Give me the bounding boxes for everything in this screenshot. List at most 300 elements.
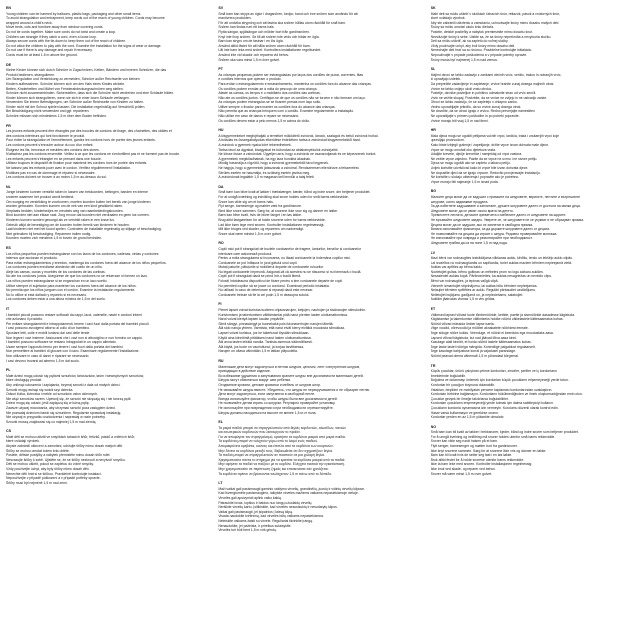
warning-text-line: snoeren waarmee het product wordt bediend.	[6, 194, 75, 199]
warning-text-line: Små barn kan bli kvalt av løkker i trekksnorer, kjeder, bånd og indre snorer som betjener produktet.	[430, 430, 579, 435]
warning-text-line: Nenechte děti hrát si se šňůrou. Pravidelně kontrolujte instalaci.	[6, 471, 102, 476]
warning-text-line: Børn kan blive kvalt, hvis de bliver fanget i en løs løkke.	[218, 213, 302, 218]
warning-text-line: Auklām jāatrodas vismaz 1,5 m virs grīdas.	[430, 297, 496, 302]
language-code: TR	[430, 363, 436, 368]
warning-text-line: Отодвиньте кровати, детские кроватки и мебель от шнуров штор.	[218, 382, 322, 387]
warning-text-line: Ne kösse össze a zsinórokat. Ügyeljen arra, hogy a zsinórok ne csavarodjanak és ne képezzenek hurkot.	[218, 152, 377, 157]
warning-text-line: Os cordões devem estar a pelo menos 1,5 m acima do chão.	[218, 118, 310, 123]
warning-text-line: Šňůry se mohou omotat kolem krku dítěte.	[6, 448, 70, 453]
warning-text-line: Odsuń łóżka, łóżeczka i meble od sznurków osłon okiennych.	[6, 392, 98, 397]
warning-text-line: Postele, detské postieľky a nábytok premiestnite mimo dosahu šnúr.	[430, 29, 533, 34]
warning-text-line: Malé děti se mohou uškrtit ve smyčkách tahacích šňůr, řetízků, pásků a vnitřních šňůr,	[6, 434, 136, 439]
warning-text-line: Verplaats bedden, kinderbedjes en meubels weg van raambekledingskoorden.	[6, 208, 124, 213]
language-code: NL	[6, 184, 11, 189]
warning-text-line: Neļaujiet bērniem spēlēties ar auklu. Regulāri pārbaudiet uzstādījumu.	[430, 288, 537, 293]
language-code: DE	[6, 62, 11, 67]
language-code: SK	[430, 6, 436, 10]
warning-text-line: Viige voodid, võrevoodid ja mööbel aknakatete nööridest eemale.	[430, 326, 529, 331]
warning-text-line: Majhni otroci se lahko zadavijo z zankami vlečnih vrvic, verižic, trakov in notranjih vrvic,	[430, 72, 562, 77]
warning-text-line: Pentru a evita strangularea și încurcarea, nu lăsați cordoanele la îndemâna copiilor mici.	[218, 256, 351, 261]
warning-text-line: Ikke knyt snorene sammen. Sørg for at snorene ikke vris og danner en løkke.	[430, 448, 547, 453]
warning-text-line: Шнуровете трябва да са на поне 1,5 m над пода.	[430, 240, 508, 245]
warning-text-line: Ne dopustite djeci da se igraju vrpcom. Redovito provjeravajte instalaciju.	[430, 170, 541, 175]
warning-text-line: Τα κορδόνια μπορεί να τυλιχτούν γύρω από το λαιμό ενός παιδιού.	[218, 439, 318, 444]
language-section	[431, 425, 634, 477]
warning-text-line: Aby ste zabránili uškrteniu a zamotaniu, uchovávajte šnúry mimo dosahu malých detí.	[430, 20, 560, 25]
warning-text-line: A fulladás és összegabalyodás elkerülése érdekében tartsa a zsinórokat kisgyermekektől távol.	[218, 138, 362, 143]
warning-text-line: Brug altid fastgørelsen for at holde snorene uden for børns rækkevidde.	[218, 217, 326, 222]
warning-text-line: Låt inte barn leka med snöret. Kontrollera installationen regelbundet.	[218, 48, 322, 53]
warning-text-line: Copiii mici pot fi strangulați de buclele cordoanelor de tragere, lanțurilor, benzilor și cordoanelor	[218, 246, 361, 251]
warning-text-line: e cordões internos que operam o produto.	[218, 77, 282, 82]
warning-text-line: che azionano il prodotto.	[6, 317, 43, 322]
warning-text-line: N'utilisez pas en cas de dommage et réparez si nécessaire.	[6, 170, 96, 175]
warning-text-line: I bambini possono soffocare se restano intrappolati in un cappio allentato.	[6, 340, 117, 345]
warning-text-line: Çocuklar gevşek bir ilmeğe takılırlarsa boğulabilirler.	[430, 396, 509, 401]
warning-text-line: Utilice siempre el sujetador para mantener los cordones fuera del alcance de los niños.	[6, 283, 137, 288]
warning-text-line: Koorden moeten zich minstens 1,5 m boven de grond bevinden.	[6, 236, 103, 241]
warning-text-line: Auklas var aptīties ap bērna kaklu.	[430, 265, 483, 270]
language-section	[431, 128, 634, 184]
warning-text-line: шнурове, които задвижват продукта.	[430, 199, 489, 204]
warning-text-line: Μην αφήνετε τα παιδιά να παίζουν με το κορδόνι. Ελέγχετε τακτικά την εγκατάσταση.	[218, 462, 345, 467]
language-code: PT	[218, 67, 223, 72]
warning-text-line: Kuristumisen ja takertumisen välttämiseksi pidä narut pienten lasten ulottumattomissa.	[218, 312, 348, 317]
language-section	[218, 420, 421, 476]
warning-text-line: Do not allow the children to play with the cord. Examine the installation for the signs of wear or damage.	[6, 43, 162, 48]
language-section	[218, 481, 421, 533]
language-section	[431, 251, 634, 303]
warning-text-line: Använd alltid fästet för att hålla snören utom räckhåll för barn.	[218, 43, 311, 48]
warning-text-line: Lapsed võivad kägistuda, kui nad jäävad lõtva aasa kinni.	[430, 335, 517, 340]
language-section	[218, 185, 421, 237]
warning-text-line: To avoid strangulation and entrapment, keep cords out of the reach of young children. Cords may become	[6, 16, 165, 21]
warning-text-line: Não utilize em caso de danos e repare se necessário.	[218, 114, 300, 119]
warning-text-line: Los niños pueden estrangularse si se enganchan en un lazo suelto.	[6, 279, 108, 284]
warning-text-line: Må ikke bruges ved skader, og repareres om nødvendigt.	[218, 227, 305, 232]
warning-text-line: Para evitar estrangulamientos y enredos, mantenga los cordones fuera del alcance de los niños pequeños.	[6, 260, 167, 265]
warning-text-line: Šnúry musia byť najmenej 1,5 m nad zemou.	[430, 57, 499, 62]
warning-text-line: Malé deti sa môžu uškrtiť v slučkách ťahacích šnúr, retiazok, pások a vnútorných šnúr,	[430, 11, 561, 16]
language-section	[218, 359, 421, 415]
warning-text-line: Шнуры должны находиться на высоте не менее 1,5 м от пола.	[218, 410, 317, 415]
warning-text-line: interioare care acționează produsul.	[218, 251, 273, 256]
warning-text-line: приводящих в действие изделие.	[218, 369, 271, 374]
warning-text-line: Çocukların kordonla oynamasına izin vermeyin. Kurulumu düzenli olarak kontrol edin.	[430, 405, 559, 410]
warning-text-line: Не позволяйте детям играть со шнуром. Регулярно проверяйте установку.	[218, 401, 336, 406]
language-code: PL	[6, 368, 11, 373]
language-code: HR	[430, 128, 436, 133]
warning-text-line: Απομακρύνετε κρεβάτια, κούνιες και έπιπλα από τα κορδόνια των κουρτινών.	[218, 444, 334, 449]
warning-text-line: Om wurging en verstrikking te voorkomen, moeten koorden buiten het bereik van jonge kinderen	[6, 199, 151, 204]
language-code: ES	[6, 245, 11, 250]
warning-text-line: Vždy používejte úchyt, aby byly šňůry mimo dosah dětí.	[6, 467, 90, 472]
warning-text-line: Utilize sempre o fixador para manter os cordões fora do alcance das crianças.	[218, 104, 336, 109]
warning-text-line: Kako biste izbjegli gušenje i zapetljanje, držite vrpce izvan dohvata male djece.	[430, 143, 550, 148]
warning-text-line: As crianças pequenas podem ser estranguladas por laços dos cordões de puxar, correntes, fitas	[218, 72, 364, 77]
warning-text-line: Zawsze używaj mocowania, aby utrzymać sznurki poza zasięgiem dzieci.	[6, 405, 116, 410]
warning-text-line: A kisgyermekeket megfojthatják a terméket működtető zsinórok, láncok, szalagok és belső zsinórok hurkai.	[218, 133, 379, 138]
warning-text-line: Kägistamise ja takerdumise vältimiseks hoidke nöörid väikelastele kättesaamatus kohas.	[430, 317, 564, 322]
warning-text-line: Neriškite virvelių kartu. Įsitikinkite, kad virvelės nesusisuktų ir nesudarytų kilpos.	[218, 505, 338, 510]
text-column	[431, 6, 634, 634]
warning-text-line: Bind ikke snore sammen. Sørg for, at snorene ikke snor sig og danner en løkke.	[218, 208, 338, 213]
warning-text-line: Vedno uporabljajte pritrdilo, da so vrvice zunaj dosega otrok.	[430, 104, 522, 109]
warning-text-line: Vrvice se lahko ovijejo okoli vratu otroka.	[430, 86, 492, 91]
warning-text-line: Kordonlar yerden en az 1,5 m yüksekte olmalıdır.	[430, 415, 505, 420]
warning-text-line: Не позволявайте на децата да играят с шнура. Редовно проверявайте монтажа.	[430, 231, 558, 236]
warning-text-line: Knyt inte ihop snören. Se till att snören inte vrids och bildar en ögla.	[218, 34, 320, 39]
warning-text-line: Не използвайте при повреда и ремонтирайте при необходимост.	[430, 236, 533, 241]
warning-text-line: Nepoužívejte v případě poškození a v případě potřeby opravte.	[6, 476, 101, 481]
warning-text-line: Siirrä sängyt, pinnasängyt ja huonekalut pois ikkunaverhojen narujen läheltä.	[218, 321, 334, 326]
warning-text-line: Ärge siduge nööre kokku. Veenduge, et nöörid ei keerduks ega moodustaks aasa.	[430, 331, 554, 335]
warning-text-line: Non utilizzare in caso di danni e riparare se necessario.	[6, 353, 90, 358]
warning-text-line: Do not tie cords together. Make sure cords do not twist and create a loop.	[6, 29, 117, 34]
warning-text-line: Μην χρησιμοποιείτε σε περίπτωση ζημιάς και επισκευάστε εάν χρειάζεται.	[218, 467, 329, 472]
warning-text-line: Les cordons peuvent s'enrouler autour du cou d'un enfant.	[6, 143, 94, 148]
text-column	[6, 6, 209, 634]
warning-text-line: Maži vaikai gali pasismaugti gaminio valdymo virvelių, grandinėlių, juostų ir vidinių virvelių kilpose.	[218, 486, 365, 491]
warning-text-line: Verwenden Sie immer Befestigungen, um Schnüre außer Reichweite von Kindern zu halten.	[6, 100, 144, 105]
warning-text-line: Χρησιμοποιείτε πάντα το στήριγμα για να κρατάτε τα κορδόνια μακριά από τα παιδιά.	[218, 457, 346, 462]
warning-text-line: Spostare letti, culle e mobili lontano dai cavi delle tende.	[6, 331, 91, 335]
warning-text-line: Kordonları birbirine bağlamayın. Kordonların bükülmediğinden ve ilmek oluşturmadığından emin olun.	[430, 392, 583, 397]
warning-text-line: manövrera produkten.	[218, 16, 252, 21]
warning-text-line: Narujen on oltava vähintään 1,5 m lattian yläpuolella.	[218, 349, 298, 354]
warning-text-line: Για να αποφύγετε τον στραγγαλισμό, κρατήστε τα κορδόνια μακριά από μικρά παιδιά.	[218, 434, 346, 439]
language-section	[218, 302, 421, 354]
warning-text-line: Kinderen kunnen worden gewurgd als ze verstrikt raken in een losse lus.	[6, 217, 115, 222]
language-code: HU	[218, 128, 224, 133]
language-section	[6, 429, 209, 485]
warning-text-line: Dzieci mogą się udusić, jeśli zaplączą się w luźną pętlę.	[6, 401, 90, 406]
warning-text-line: Τα κορδόνια πρέπει να βρίσκονται τουλάχιστον 1,5 m πάνω από το δάπεδο.	[218, 471, 333, 476]
warning-text-line: Non permettere ai bambini di giocare con il cavo. Esaminare regolarmente l'installazione.	[6, 349, 140, 354]
warning-text-line: Kinder nicht mit der Schnur spielen lassen. Die Installation regelmäßig auf Verschleiß prüfen.	[6, 104, 146, 109]
warning-text-line: Move beds, cots and furniture away from window covering cords.	[6, 25, 104, 30]
warning-text-line: Ne vežite vrpce zajedno. Pazite da se vrpce ne uvrnu i ne stvore petlju.	[430, 156, 538, 161]
warning-text-line: Ne hagyja, hogy a gyermekek játsszanak a zsinórral. Rendszeresen ellenőrizze a felszerelést.	[218, 166, 360, 170]
warning-text-line: Deti sa môžu uškrtiť, ak sa zapletú do voľnej slučky.	[430, 39, 509, 44]
warning-text-line: Mindig használja a rögzítőt, hogy a zsinórok gyermekektől távol legyenek.	[218, 161, 329, 166]
warning-text-line: Nelietojiet bojājumu gadījumā un, ja nepieciešams, salabojiet.	[430, 292, 524, 297]
warning-text-line: Nesvazujte šňůry k sobě. Ujistěte se, že se šňůry nezkroutí a nevytvoří smyčku.	[6, 457, 126, 462]
warning-text-line: Non legare i cavi insieme. Assicurarsi che i cavi non si attorciglino e non formino un cappio.	[6, 335, 143, 340]
warning-text-line: Nöörid võivad mässida ümber lapse kaela.	[430, 321, 495, 326]
warning-text-line: Nesasieniet auklas kopā. Pārliecinieties, ka auklas nesagriežas un neveido cilpu.	[430, 274, 553, 279]
warning-text-line: Малките деца могат да се задушат с примките на шнуровете, веригите, лентите и вътрешните	[430, 194, 580, 199]
warning-text-line: Винаги използвайте фиксатора, за да държите шнуровете далеч от децата.	[430, 227, 551, 232]
language-code: DA	[218, 184, 224, 189]
warning-text-line: wrapped around a child's neck.	[6, 20, 53, 25]
warning-text-line: Vždy používajte úchyt, aby boli šnúry mimo dosahu detí.	[430, 43, 516, 48]
warning-text-line: Copiii pot fi strangulați dacă se prind într-o buclă liberă.	[218, 274, 302, 279]
warning-text-line: Produkt bedienen, strangulieren.	[6, 72, 56, 77]
warning-text-line: Vrpce se mogu omotati oko djetetova vrata.	[430, 147, 496, 152]
warning-text-line: které ovládají výrobek.	[6, 439, 40, 444]
language-code: EL	[218, 420, 223, 425]
warning-text-line: Snören kan lindas runt ett barns hals.	[218, 25, 275, 30]
language-section	[431, 67, 634, 123]
warning-text-line: Nu legați cordoanele împreună. Asigurați-vă că acestea nu se răsucesc și nu formează o buclă.	[218, 269, 362, 274]
warning-text-line: Sznurki muszą znajdować się co najmniej 1,5 m nad ziemią.	[6, 419, 97, 424]
warning-text-line: Děti se mohou uškrtit, pokud se zapletou do volné smyčky.	[6, 462, 94, 467]
warning-text-line: Per evitare strangolamenti e intrappolamenti, tenere i cavi fuori dalla portata dei bambini piccoli.	[6, 321, 150, 326]
warning-text-line: Μην δένετε τα κορδόνια μεταξύ τους. Βεβαιωθείτε ότι δεν σχηματίζουν θηλιά.	[218, 448, 333, 453]
warning-text-line: Niet gebruiken bij beschadiging. Repareren indien nodig.	[6, 231, 92, 236]
warning-text-line: Sznurki mogą owinąć się wokół szyi dziecka.	[6, 387, 74, 392]
language-section	[431, 6, 634, 62]
warning-text-line: Mutați paturile, pătuțurile și mobilierul departe de cordoanele rulourilor.	[218, 265, 325, 270]
language-section	[6, 124, 209, 180]
warning-text-line: Шнуровете могат да се увият около врата на детето.	[430, 208, 514, 213]
warning-text-line: Не връзвайте шнуровете заедно. Уверете се, че шнуровете не се усукват и не образуват примка.	[430, 217, 585, 222]
warning-text-line: Yatakları, beşikleri ve mobilyaları pencere kaplaması kordonlarından uzaklaştırın.	[430, 387, 553, 392]
warning-text-line: Utilisez toujours le dispositif de fixation pour maintenir les cordons hors de portée des enfants.	[6, 161, 148, 166]
warning-text-line: No lo utilice si está dañado y repárelo si es necesario.	[6, 292, 88, 297]
warning-text-line: Преместете леглата, детските креватчета и мебелите далеч от шнуровете на щорите.	[430, 213, 567, 218]
language-code: LT	[218, 481, 223, 486]
warning-text-line: Nie używaj w przypadku uszkodzenia i naprawiaj w razie potrzeby.	[6, 415, 106, 420]
warning-text-line: Patraukite lovas, lopšius ir baldus nuo langų užuolaidų virvelių.	[218, 500, 313, 505]
warning-text-line: Cordoanele trebuie să fie la cel puțin 1,5 m deasupra solului.	[218, 292, 310, 297]
warning-text-line: Djeca se mogu ugušiti ako se zapletu u labavu petlju.	[430, 161, 511, 166]
language-code: EN	[6, 6, 11, 10]
warning-text-line: Ikke la barn leke med snoren. Kontroller installasjonen regelmessig.	[430, 462, 533, 467]
warning-text-line: Älä anna lasten leikkiä narulla. Tarkista asennus säännöllisesti.	[218, 340, 313, 345]
language-section	[6, 6, 209, 58]
language-code: SV	[218, 6, 224, 10]
warning-text-line: Young children can be harmed by balloons, plastic bags, packaging and other small items.	[6, 11, 142, 16]
warning-text-line: Küçük çocuklar, ürünü çalıştıran çekme kordonları, zincirler, şeritler ve iç kordonların	[430, 369, 557, 374]
text-column	[218, 6, 421, 634]
warning-text-line: Не используйте при повреждении и при необходимости отремонтируйте.	[218, 405, 334, 410]
warning-text-line: Always secure cords with the tie-down to keep them out of the reach of children.	[6, 39, 127, 44]
warning-text-line: Ne laissez pas les enfants jouer avec le cordon. Vérifiez régulièrement l'installation.	[6, 166, 132, 170]
warning-text-line: Маленькие дети могут задохнуться в петлях шнуров, цепочек, лент и внутренних шнуров,	[218, 364, 361, 369]
warning-text-line: Bruk alltid festet for å holde snorene utenfor barns rekkevidde.	[430, 457, 525, 462]
warning-text-line: Nezväzujte šnúry k sebe. Uistite sa, že sa šnúry neprekrútia a nevytvoria slučku.	[430, 34, 552, 39]
warning-text-line: και εσωτερικών κορδονιών που λειτουργούν το προϊόν.	[218, 430, 301, 435]
warning-text-line: Kleine Kinder können sich durch Schnüre in Zugschnüren, Ketten, Bändern und inneren Schnüren, die das	[6, 68, 167, 73]
warning-text-line: Snorer må være minst 1,5 m over gulvet.	[430, 471, 493, 476]
warning-text-line: Vienmēr izmantojiet stiprinājumu, lai auklas būtu bērniem nepieejamas.	[430, 283, 538, 288]
warning-text-line: Не связывайте шнуры вместе. Убедитесь, что шнуры не перекручиваются и не образуют петлю.	[218, 387, 371, 392]
warning-text-line: Mala djeca mogu se ugušiti petljama vučnih vrpci, lančića, traka i unutarnjih vrpci koje	[430, 133, 559, 138]
language-section	[431, 189, 634, 245]
warning-text-line: Kindern aufbewahren. Schnüre können sich um den Hals eines Kindes wickeln.	[6, 81, 126, 86]
language-section	[6, 63, 209, 119]
language-code: ET	[430, 307, 436, 312]
warning-text-line: Всегда используйте фиксатор, чтобы шнуры были вне досягаемости детей.	[218, 396, 338, 401]
warning-text-line: Snören ska vara minst 1,5 m över golvet.	[218, 57, 280, 62]
warning-text-line: Kordonlar bir çocuğun boynuna dolanabilir.	[430, 382, 495, 387]
warning-text-line: Lapset voivat kuristua, jos he takertuvat löysään silmukkaan.	[218, 331, 310, 335]
warning-text-line: Kasutage alati kinnitit, et hoida nöörid lastele kättesaamatus kohas.	[430, 340, 532, 345]
language-section	[218, 128, 421, 180]
warning-text-line: upravljaju proizvodom.	[430, 138, 465, 143]
warning-text-line: des cordons intérieurs qui font fonctionner le produit.	[6, 133, 85, 138]
warning-text-line: Во избежание удушения и запутывания храните шнуры вне досягаемости маленьких детей.	[218, 373, 364, 378]
warning-text-line: A zsinóroknak legalább 1,5 m magasan kell lenniük a talaj felett.	[218, 175, 315, 180]
language-section	[218, 67, 421, 123]
warning-text-line: Ne dovolite, da se otroci igrajo z vrvico. Redno preverjajte namestitev.	[430, 109, 536, 114]
warning-text-line: Udaljite krevete, dječje krevetiće i namještaj od vrpci zastora.	[430, 152, 523, 157]
language-section	[6, 246, 209, 302]
warning-text-line: Kordonları çocukların erişemeyeceği yerde tutmak için daima sabitleyiciyi kullanın.	[430, 401, 554, 406]
warning-text-line: Tartsa távol az ágyakat, kiságyakat és bútorokat az ablakárnyékolók zsinórjaitól.	[218, 147, 339, 152]
warning-text-line: Nie pozwalaj dzieciom bawić się sznurkiem. Regularnie sprawdzaj instalację.	[6, 410, 122, 415]
warning-text-line: Laat kinderen niet met het koord spelen. Controleer de installatie regelmatig op slijtage of beschadiging.	[6, 227, 162, 232]
warning-text-line: Hasar varsa kullanmayın ve gerekirse onarın.	[430, 410, 499, 415]
warning-text-line: A gyermekek megfulladhatnak, ha egy laza hurokba akadnak.	[218, 156, 311, 161]
warning-text-line: Nenechajte deti hrať sa so šnúrou. Pravidelne kontrolujte inštaláciu.	[430, 48, 533, 53]
warning-text-line: Bind koorden niet aan elkaar vast. Zorg ervoor dat koorden niet verdraaien en geen lus vormen.	[6, 213, 150, 218]
warning-text-line: Nie wiąż sznurków razem. Upewnij się, że sznurki nie skręcają się i nie tworzą pętli.	[6, 396, 132, 401]
warning-text-line: Små barn kan stryps av öglor i dragsnören, kedjor, band och inre snören som används för att	[218, 11, 358, 16]
warning-text-line: Sérülés esetén ne használja, és szükség esetén javítsa meg.	[218, 170, 311, 175]
warning-text-line: Boğulma ve dolanmayı önlemek için kordonları küçük çocukların erişemeyeceği yerde tutun.	[430, 378, 569, 383]
warning-text-line: Vrvice morajo biti vsaj 1,5 m nad tlemi.	[430, 118, 489, 123]
warning-text-line: Não permita que as crianças brinquem com o cordão. Examine regularmente a instalação.	[218, 109, 355, 114]
warning-text-line: Små børn kan blive kvalt af løkker i trækstænger, kæder, bånd og indre snore, der betjener produktet.	[218, 190, 371, 195]
warning-text-line: Folosiți întotdeauna dispozitivul de fixare pentru a ține cordoanele departe de copii.	[218, 279, 343, 284]
warning-text-line: Kinder können sich strangulieren, wenn sie sich in einer losen Schlaufe verfangen.	[6, 95, 130, 100]
warning-text-line: Um Strangulation und Verstrickung zu vermeiden, Schnüre außer Reichweite von kleinen	[6, 77, 140, 82]
warning-text-line: Children can strangle if they catch a cord, even a loose loop.	[6, 34, 97, 39]
warning-text-line: Τα μικρά παιδιά μπορεί να στραγγαλιστούν από θηλιές κορδονιών, αλυσίδων, ταινιών	[218, 425, 346, 430]
warning-text-line: Älä käytä, jos tuote on vaurioitunut, ja korjaa tarvittaessa.	[218, 344, 305, 349]
language-section	[218, 241, 421, 297]
warning-text-line: As crianças podem estrangular-se se ficarem presas num laço solto.	[218, 100, 322, 105]
warning-text-line: За да избегнете задушаване и заплитане, дръжте шнуровете далеч от достъпа на малки деца.	[430, 204, 581, 209]
warning-text-line: Postelje, otroške posteljice in pohištvo odmaknite stran od vrvic senčil.	[430, 91, 537, 96]
warning-text-line: Bērni var nožņaugties, ja iepinas vaļīgā cilpā.	[430, 279, 499, 284]
warning-text-line: Les jeunes enfants peuvent être étranglés par des boucles de cordons de tirage, des chaînettes, des câbles et	[6, 129, 172, 134]
warning-text-line: Otroci se lahko zadavijo, če se zapletejo v ohlapno zanko.	[430, 100, 518, 105]
warning-text-line: Os cordões podem enrolar-se à volta do pescoço de uma criança.	[218, 86, 318, 91]
language-code: LV	[430, 250, 435, 255]
warning-text-line: Kad išvengtumėte pasismaugimo, laikykite virveles mažiems vaikams nepasiekiamoje vietoje.	[218, 491, 359, 496]
language-code: NO	[430, 424, 437, 429]
language-code: RU	[218, 358, 224, 363]
warning-text-line: I cavi possono avvolgersi attorno al collo di un bambino.	[6, 326, 91, 331]
warning-text-line: Шнуры могут обмотаться вокруг шеи ребенка.	[218, 378, 291, 383]
warning-text-line: Los niños pequeños pueden estrangularse con los lazos de los cordones, cadenas, cintas y cordones	[6, 251, 159, 256]
warning-text-line: Les cordons doivent se trouver à au moins 1,5 m au-dessus du sol.	[6, 175, 107, 180]
warning-text-line: Mazi bērni var nožņaugties izstrādājuma vilkšanas auklu, ķēdīšu, lenšu un iekšējo auklu cilpās.	[430, 256, 573, 261]
warning-text-line: Šňůry musí být nejméně 1,5 m nad zemí.	[6, 480, 68, 485]
warning-text-line: Nu utilizați în caso de deteriorare și reparați dacă este necesar.	[218, 288, 314, 293]
language-code: RO	[218, 241, 224, 246]
warning-text-line: Afaste as camas, os berços e o mobiliário dos cordões das cortinas.	[218, 91, 321, 96]
warning-text-line: Nöörid peavad olema vähemalt 1,5 m põrandast kõrgemal.	[430, 353, 519, 358]
warning-text-line: Aleje las camas, cunas y muebles de los cordones de las cortinas.	[6, 269, 106, 274]
warning-text-line: Flytta sängar, spjälsängar och möbler bort från gardinsnören.	[218, 29, 310, 34]
warning-text-line: Do not use if there is any damage and repair if necessary.	[6, 48, 93, 53]
warning-text-line: Usare sempre l'apposito fermo per tenere i cavi fuori dalla portata dei bambini.	[6, 344, 124, 349]
warning-text-line: Da preprečite zadavljenje in zapletanje, vrvice hranite zunaj dosega majhnih otrok.	[430, 81, 555, 86]
warning-text-line: Lai izvairītos no nožņaugšanās un sapīšanās, turiet auklas maziem bērniem nepieejamā vietā.	[430, 260, 573, 265]
language-code: SL	[430, 67, 436, 72]
warning-text-line: Cordoanele se pot înfășura în jurul gâtului unui copil.	[218, 260, 298, 265]
language-section	[6, 307, 209, 363]
warning-text-line: Não ate os cordões juntos. Certifique-se de que os cordões não se torcem e não formam um laço.	[218, 95, 366, 100]
warning-text-line: które obsługują produkt.	[6, 378, 43, 383]
warning-text-line: internos que accionan el producto.	[6, 256, 58, 261]
warning-text-line: Vrpce moraju biti najmanje 1,5 m iznad poda.	[430, 179, 499, 184]
warning-text-line: Barn kan stryps om de fastnar i en lös ögla.	[218, 39, 284, 44]
warning-text-line: Ärge laske lastel nööriga mängida. Kontrollige paigaldust regulaarselt.	[430, 344, 536, 349]
warning-text-line: Éloignez les lits, berceaux et meubles des cordons des stores.	[6, 147, 100, 152]
warning-text-line: Visada naudokite tvirtinimą, kad virvelės būtų vaikams nepasiekiamos.	[218, 514, 324, 519]
language-section	[218, 6, 421, 62]
warning-text-line: Ärge kasutage kahjustuse korral ja vajadusel parandage.	[430, 349, 517, 354]
warning-text-line: Postele, dětské postýlky a nábytek přemístěte mimo dosah šňůr rolet.	[6, 453, 111, 458]
warning-text-line: Abyste zabránili uškrcení a zamotání, udržujte šňůry mimo dosah malých dětí.	[6, 444, 124, 449]
warning-text-line: Cords must be at least 1.5 m above the ground.	[6, 52, 78, 57]
warning-text-line: Małe dzieci mogą udusić się pętlami sznurków, łańcuszków, taśm i wewnętrznych sznurków,	[6, 373, 144, 378]
warning-text-line: No permita que los niños jueguen con el cordón. Examine la instalación regularmente.	[6, 288, 136, 293]
warning-text-line: Децата могат да се задушат, ако се заплетат в свободна примка.	[430, 222, 534, 227]
warning-text-line: Snorer kan vikle seg rundt halsen på et barn.	[430, 439, 499, 444]
warning-text-line: Pour éviter la strangulation et l'emmêlement, gardez les cordons hors de portée des jeunes enfants.	[6, 138, 156, 143]
warning-text-line: Älä sido naruja yhteen. Varmista, että narut eivät kierry eivätkä muodosta silmukkaa.	[218, 326, 345, 331]
warning-text-line: Τα παιδιά μπορεί να στραγγαλιστούν αν πιαστούν σε μια χαλαρή θηλιά.	[218, 453, 325, 458]
warning-text-line: worden gehouden. Koorden kunnen om de nek van een kind gewikkeld raken.	[6, 204, 124, 209]
warning-text-line: ktoré ovládajú výrobok.	[430, 16, 466, 21]
warning-text-line: I bambini piccoli possono restare soffocati da cappi, lacci, catenelle, nastri e cordoni interni	[6, 312, 143, 317]
warning-text-line: Uvijek koristite učvršćivač kako bi vrpce bile izvan dohvata djece.	[430, 166, 529, 170]
language-section	[431, 364, 634, 420]
warning-text-line: A zsinórok a gyermek nyaka köré tekeredhetnek.	[218, 143, 292, 148]
warning-text-line: Novietojiet gultas, bērnu gultiņas un mēbeles prom no logu aizkaru auklām.	[430, 269, 544, 274]
warning-text-line: Les enfants peuvent s'étrangler en se prenant dans une boucle.	[6, 156, 102, 161]
warning-text-line: Narut voivat kiertyä lapsen kaulan ympärille.	[218, 317, 285, 322]
warning-text-line: Gebruik altijd de bevestiging om de koorden buiten bereik van kinderen te houden.	[6, 222, 130, 227]
warning-text-line: Jonge kinderen kunnen verstrikt raken in lussen van trekkoorden, kettingen, banden en interne	[6, 190, 148, 195]
warning-text-line: Neleiskite vaikams žaisti su virvele. Reguliariai tikrinkite įrangą.	[218, 518, 313, 523]
warning-text-line: Flyt senge, barnesenge og møbler væk fra gardinsnore.	[218, 204, 303, 209]
warning-text-line: For at undgå kvælning og indvikling skal snore holdes uden for små børns rækkevidde.	[218, 194, 349, 199]
warning-text-line: Šnúry sa môžu omotať okolo krku dieťaťa.	[430, 25, 495, 30]
warning-text-line: ilmeklerinde boğulabilir.	[430, 373, 466, 378]
warning-text-line: Nepoužívajte v prípade poškodenia a v prípade potreby opravte.	[430, 52, 528, 57]
warning-text-line: Snore skal være mindst 1,5 m over gulvet.	[218, 231, 282, 236]
warning-text-line: Vaikai gali pasismaugti, jei įsipainios į laisvą kilpą.	[218, 509, 293, 514]
warning-text-line: Los cordones deben estar a una altura mínima de 1,5 m del suelo.	[6, 297, 106, 302]
warning-text-line: Vrvic ne vežite skupaj. Poskrbite, da se vrvice ne zvijejo in ne ustvarijo zanke.	[430, 95, 548, 100]
warning-text-line: N'attachez pas les cordons ensemble. Veillez à ce que les cordons ne s'entortillent pas et ne forment pas de boucle.	[6, 152, 181, 157]
warning-text-line: Ikke bruk ved skade, og reparer ved behov.	[430, 467, 496, 472]
warning-text-line: Para evitar o estrangulamento e emaranhamento, mantenha os cordões fora do alcance das crianças.	[218, 81, 372, 86]
warning-text-line: Aby uniknąć uduszenia i zaplątania, trzymaj sznurki z dala od małych dzieci.	[6, 382, 121, 387]
language-code: CS	[6, 429, 11, 434]
warning-text-line: Käytä aina kiinnitintä pitääksesi narut lasten ulottumattomissa.	[218, 335, 312, 340]
warning-text-line: Bei Beschädigung nicht verwenden und ggf. reparieren.	[6, 109, 90, 114]
warning-text-line: Ne uporabljajte v primeru poškodbe in po potrebi popravite.	[430, 114, 520, 119]
warning-text-line: Schnüre nicht zusammenbinden. Sicherstellen, dass sich die Schnüre nicht verdrehen und eine Schlaufe bilden.	[6, 91, 175, 96]
warning-text-line: För att undvika strypning och att fastna ska snören hållas utom räckhåll för små barn.	[218, 20, 347, 25]
warning-text-line: No ate los cordones juntos. Asegúrese de que los cordones no se retuerzan ni formen un lazo.	[6, 274, 148, 279]
warning-text-line: Väikesed lapsed võivad toote tõmbenööride, kettide, paelte ja sisenööride aasadesse kägistuda.	[430, 312, 576, 317]
warning-text-line: Дети могут задохнуться, если запутаются в свободной петле.	[218, 392, 316, 397]
language-code: IT	[6, 307, 10, 312]
warning-text-line: I cavi devono trovarsi ad almeno 1,5 m dal suolo.	[6, 358, 80, 363]
warning-text-line: Pienet lapset voivat kuristua tuotteen ohjausnarujen, ketjujen, nauhojen ja sisänarujen silmukoihin.	[218, 308, 366, 313]
warning-text-line: Virvelės turi būti bent 1,5 m virš grindų.	[218, 528, 277, 533]
